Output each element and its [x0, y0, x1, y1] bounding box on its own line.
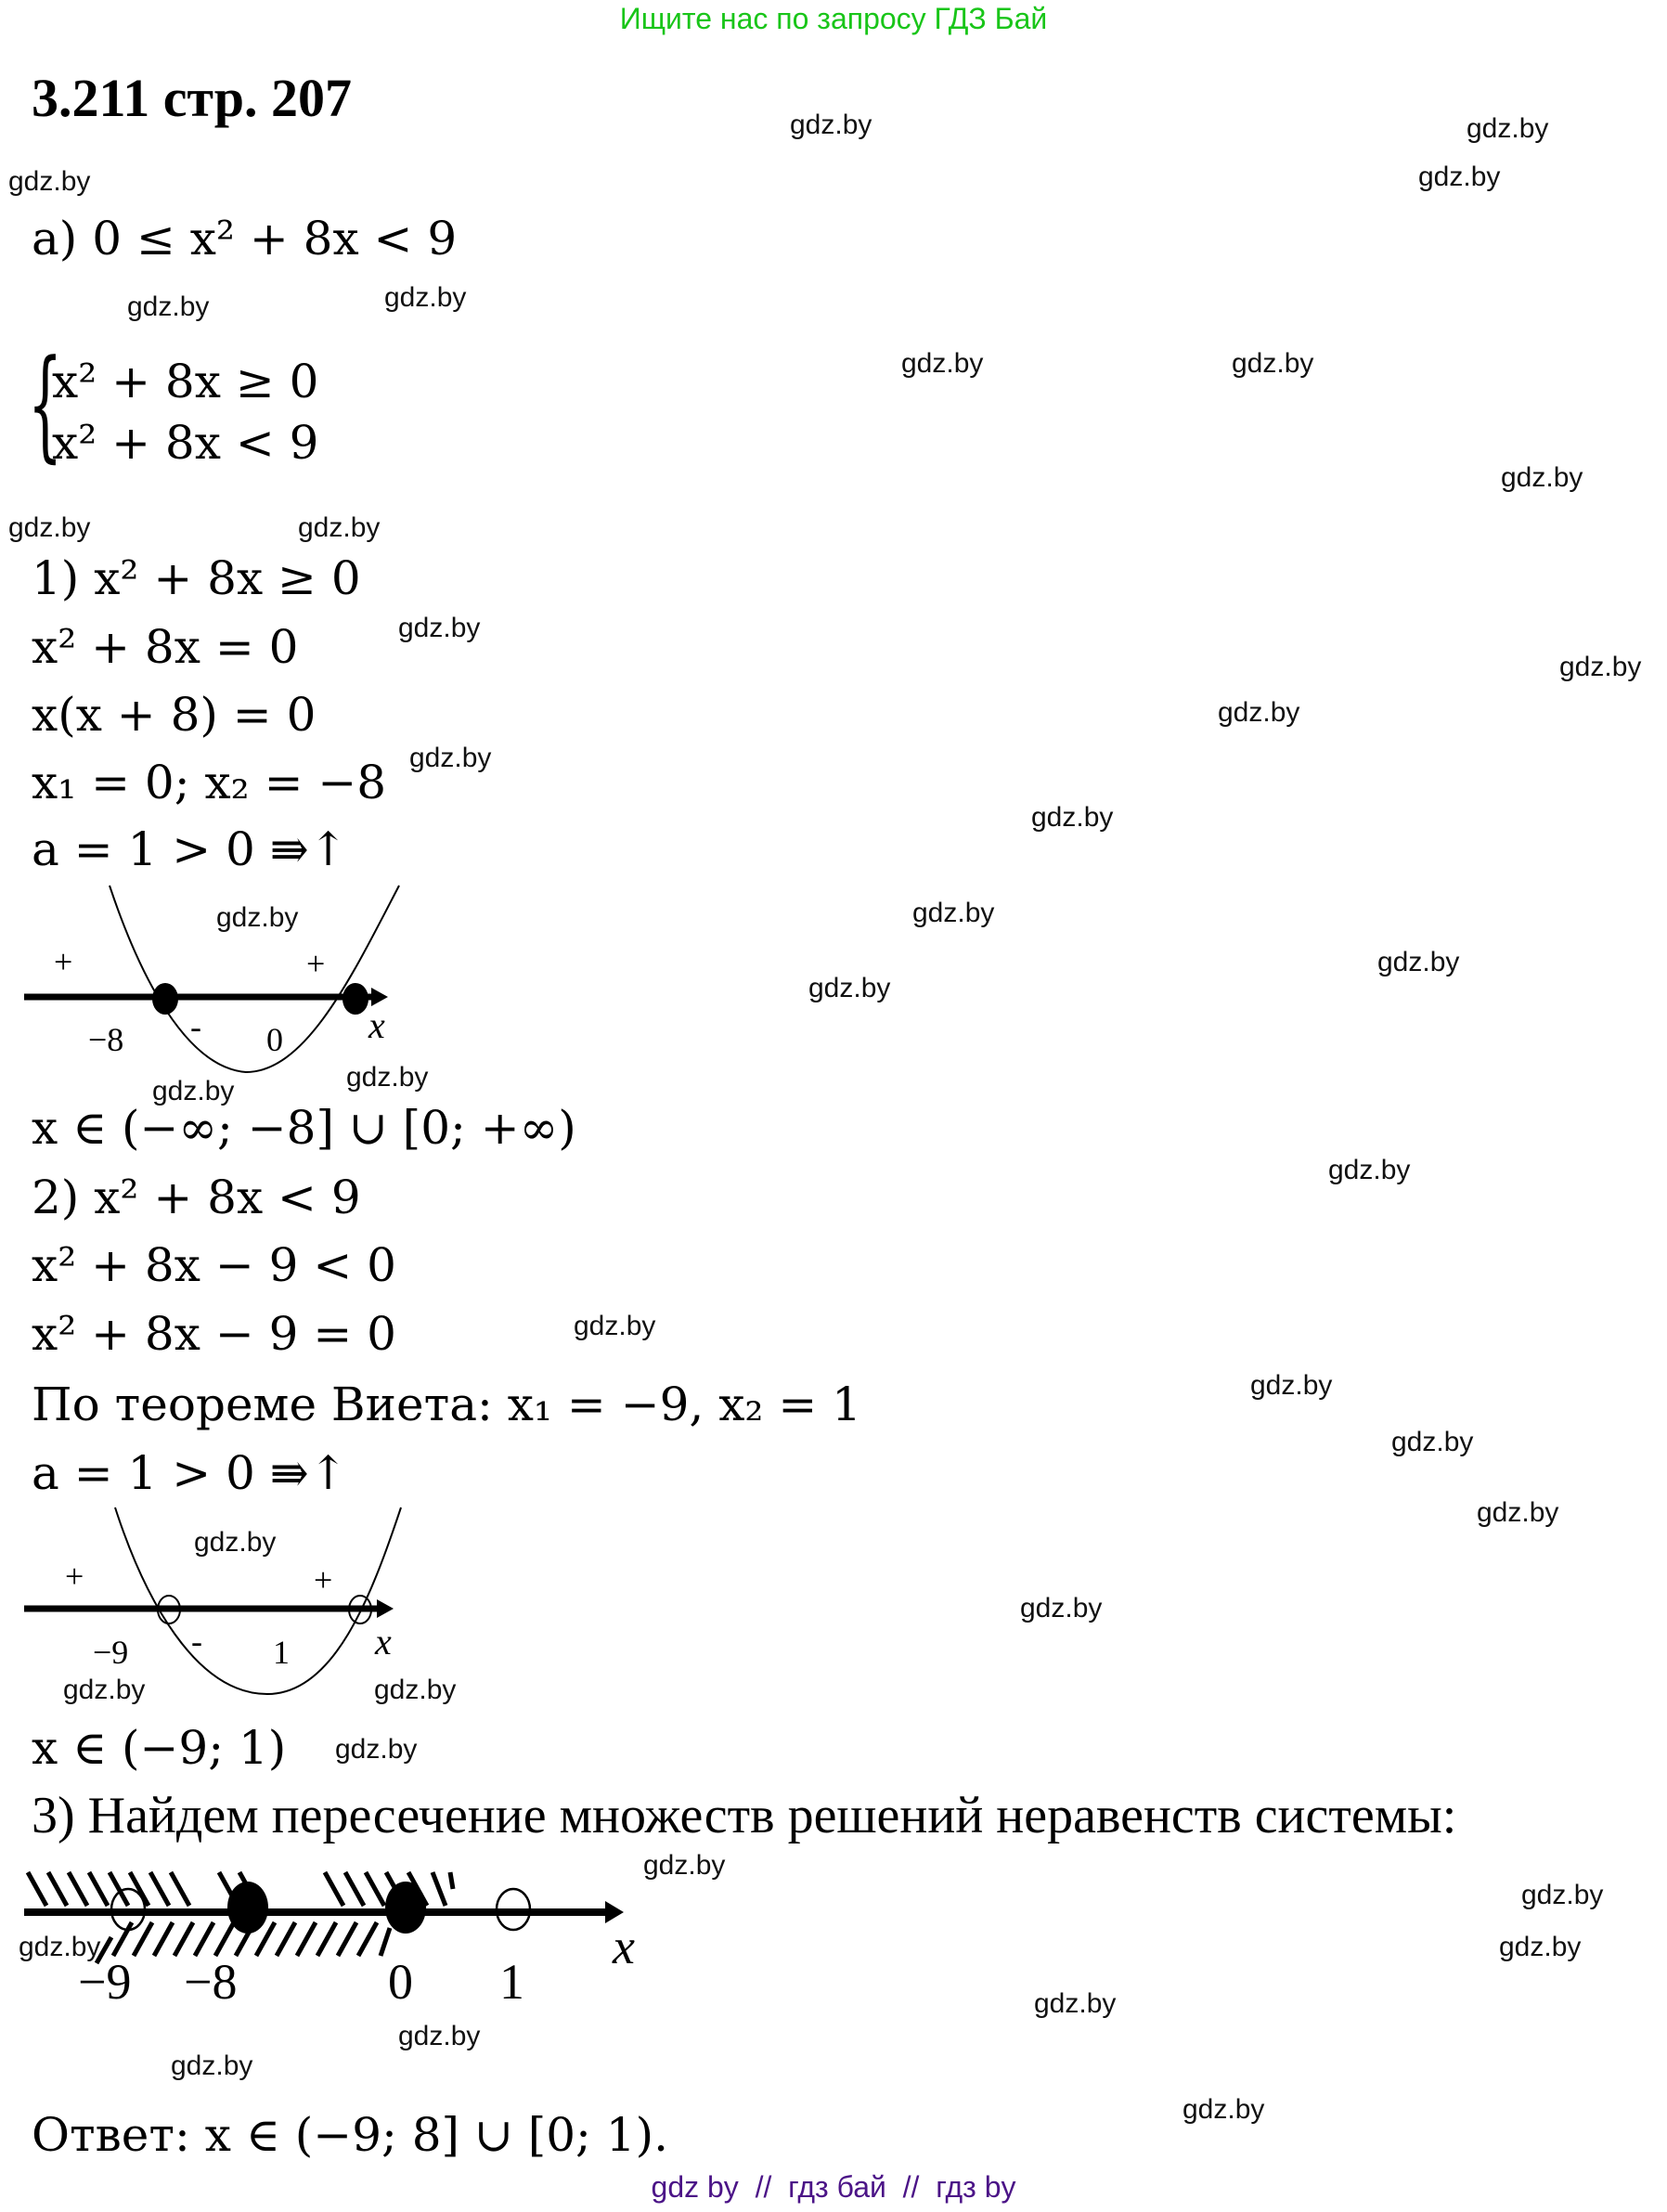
watermark: gdz.by	[643, 1850, 726, 1881]
answer: Ответ: x ∈ (−9; 8] ∪ [0; 1).	[32, 2108, 669, 2162]
watermark: gdz.by	[1218, 697, 1300, 728]
sign-plus-right: +	[306, 945, 326, 982]
problem-inequality: 0 ≤ x² + 8x < 9	[92, 212, 458, 265]
watermark: gdz.by	[374, 1675, 457, 1705]
point-label-1: 1	[499, 1954, 524, 2010]
step1-result: x ∈ (−∞; −8] ∪ [0; +∞)	[32, 1101, 576, 1155]
watermark: gdz.by	[398, 2021, 481, 2051]
watermark: gdz.by	[152, 1076, 235, 1106]
problem-statement	[32, 212, 458, 265]
watermark: gdz.by	[127, 291, 210, 322]
watermark: gdz.by	[346, 1062, 429, 1093]
step2-line-4: По теореме Виета: x₁ = −9, x₂ = 1	[32, 1378, 861, 1431]
system-brace: {	[28, 333, 63, 474]
system-line-1: x² + 8x ≥ 0	[52, 355, 319, 408]
step2-line-2: x² + 8x − 9 < 0	[32, 1238, 396, 1292]
problem-label: а)	[32, 212, 78, 265]
step1-line-2: x² + 8x = 0	[32, 620, 299, 674]
watermark: gdz.by	[1031, 802, 1114, 833]
watermark: gdz.by	[1391, 1427, 1474, 1457]
step2-line-5: a = 1 > 0 ⇛↑	[32, 1446, 348, 1500]
watermark: gdz.by	[1418, 162, 1501, 192]
sign-minus: -	[191, 1623, 202, 1660]
step2-line-3: x² + 8x − 9 = 0	[32, 1307, 396, 1361]
sign-minus: -	[190, 1008, 201, 1045]
sign-plus-left: +	[65, 1558, 84, 1595]
watermark: gdz.by	[194, 1527, 277, 1558]
watermark: gdz.by	[384, 282, 467, 313]
watermark: gdz.by	[808, 973, 891, 1003]
sign-plus-left: +	[54, 943, 73, 980]
watermark: gdz.by	[63, 1675, 146, 1705]
watermark: gdz.by	[171, 2050, 253, 2081]
root-label-left: −9	[93, 1634, 129, 1671]
axis-label: x	[368, 1004, 385, 1046]
step1-line-4: x₁ = 0; x₂ = −8	[32, 756, 387, 809]
step3-heading: 3) Найдем пересечение множеств решений неравенств системы:	[32, 1787, 1457, 1844]
watermark: gdz.by	[19, 1932, 101, 1962]
watermark: gdz.by	[1250, 1370, 1333, 1401]
point-label-neg9: −9	[78, 1954, 132, 2010]
watermark: gdz.by	[1182, 2094, 1265, 2125]
step1-parabola-diagram	[0, 873, 650, 1095]
axis-label: x	[613, 1919, 635, 1974]
axis-label: x	[375, 1621, 392, 1662]
watermark: gdz.by	[1499, 1932, 1582, 1962]
root-label-left: −8	[88, 1021, 124, 1058]
watermark: gdz.by	[1501, 462, 1583, 493]
watermark: gdz.by	[1034, 1988, 1117, 2019]
system-line-2: x² + 8x < 9	[52, 416, 319, 470]
watermark: gdz.by	[409, 743, 492, 773]
watermark: gdz.by	[1559, 652, 1642, 682]
watermark: gdz.by	[8, 512, 91, 543]
watermark: gdz.by	[298, 512, 381, 543]
watermark: gdz.by	[1232, 348, 1314, 379]
page-title: 3.211 стр. 207	[32, 68, 352, 128]
step1-line-5: a = 1 > 0 ⇛↑	[32, 822, 348, 876]
watermark: gdz.by	[574, 1311, 656, 1341]
watermark: gdz.by	[8, 166, 91, 197]
watermark: gdz.by	[790, 110, 872, 140]
footer-links: gdz by // гдз бай // гдз by	[651, 2170, 1016, 2204]
watermark: gdz.by	[216, 902, 299, 933]
step1-line-3: x(x + 8) = 0	[32, 688, 317, 742]
watermark: gdz.by	[335, 1734, 418, 1765]
search-banner: Ищите нас по запросу ГДЗ Бай	[619, 2, 1048, 35]
watermark: gdz.by	[901, 348, 984, 379]
watermark: gdz.by	[912, 898, 995, 928]
sign-plus-right: +	[314, 1561, 333, 1598]
point-label-neg8: −8	[184, 1954, 238, 2010]
root-label-right: 1	[273, 1634, 290, 1671]
watermark: gdz.by	[1467, 113, 1549, 144]
watermark: gdz.by	[1020, 1593, 1103, 1623]
step2-line-1: 2) x² + 8x < 9	[32, 1171, 361, 1224]
step2-result: x ∈ (−9; 1)	[32, 1721, 287, 1775]
watermark: gdz.by	[1521, 1880, 1604, 1910]
step1-line-1: 1) x² + 8x ≥ 0	[32, 551, 361, 605]
watermark: gdz.by	[1328, 1155, 1411, 1185]
watermark: gdz.by	[1377, 947, 1460, 977]
root-label-right: 0	[266, 1021, 283, 1058]
watermark: gdz.by	[1477, 1497, 1559, 1528]
watermark: gdz.by	[398, 613, 481, 643]
point-label-0: 0	[388, 1954, 413, 2010]
